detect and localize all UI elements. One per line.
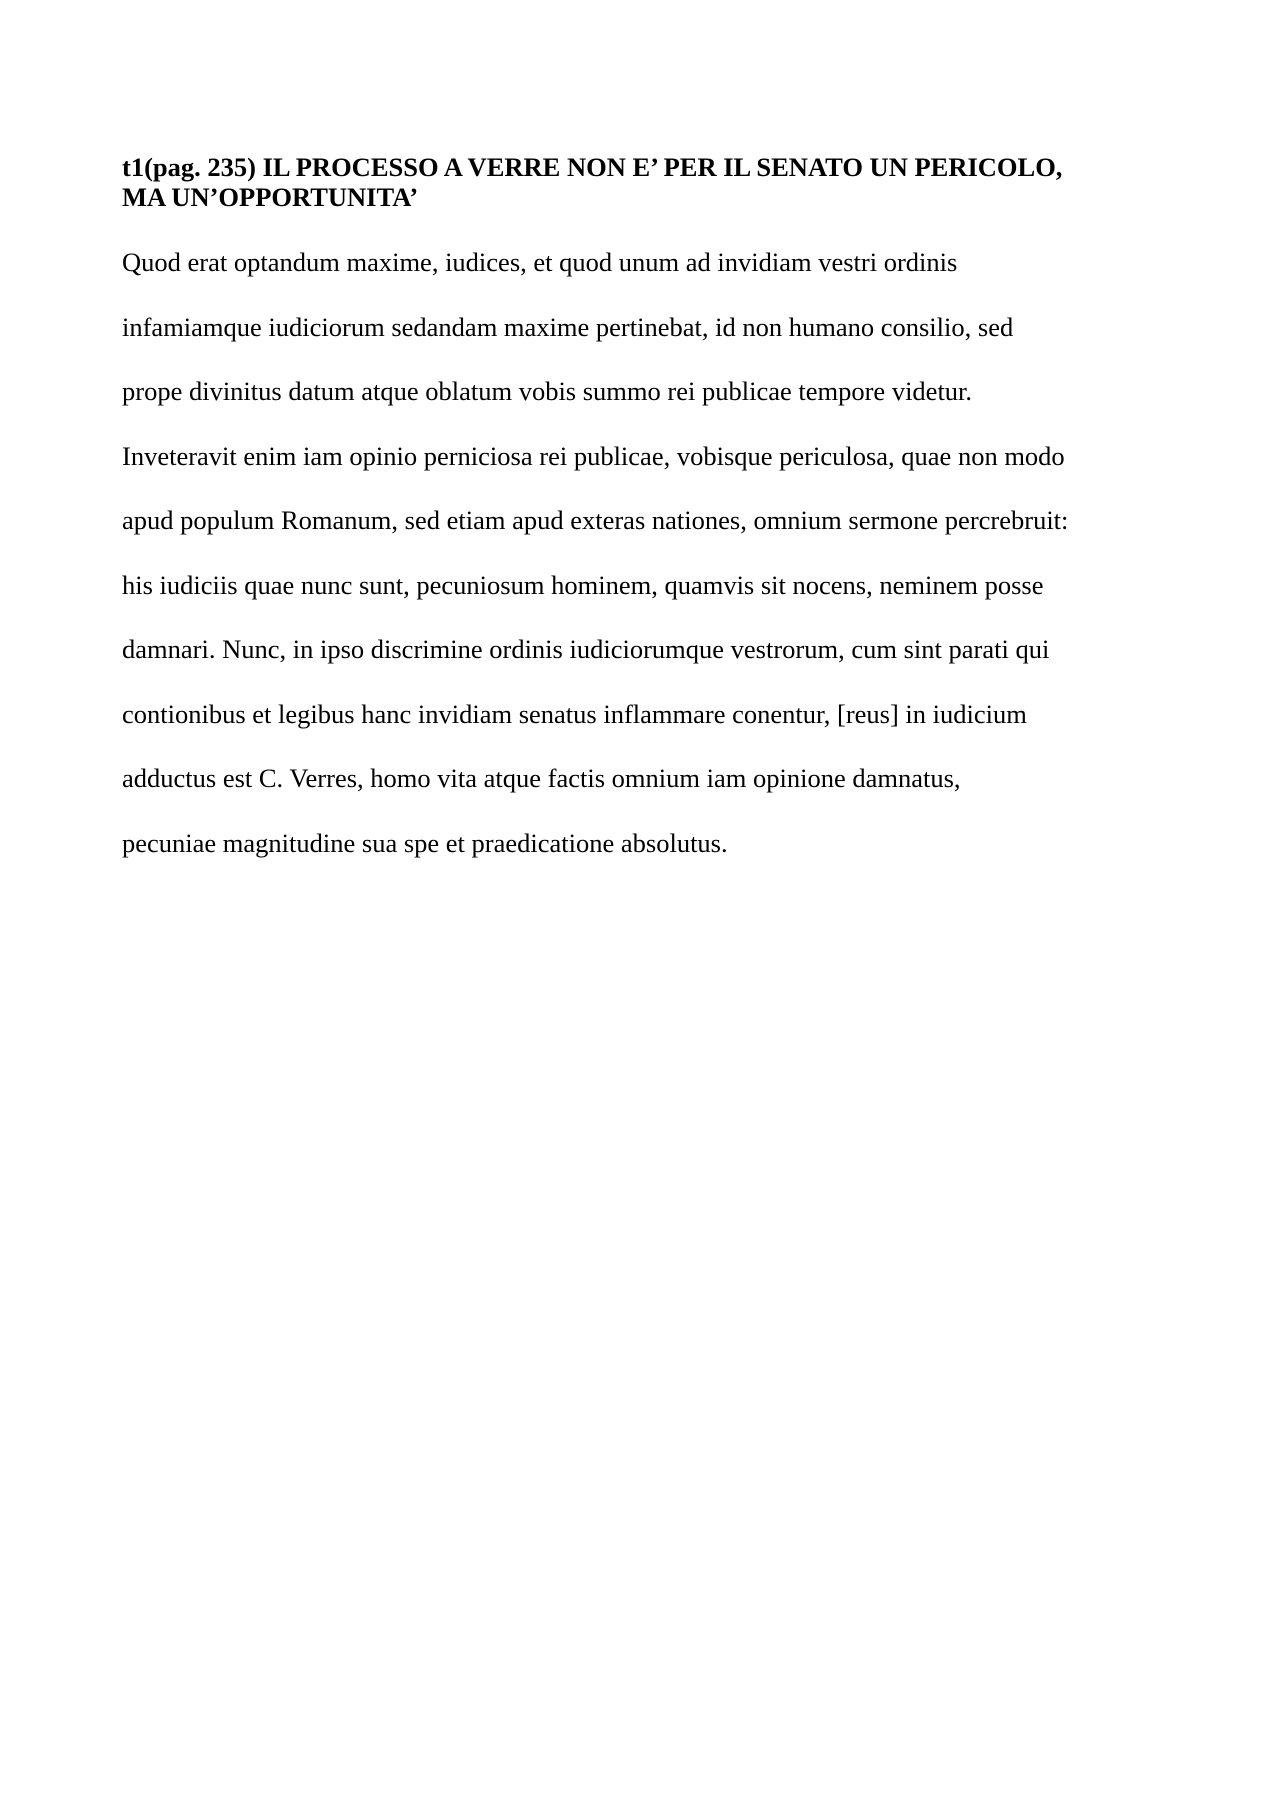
text-line: pecuniae magnitudine sua spe et praedicatione absolutus. [122,827,728,858]
text-line: Quod erat optandum maxime, iudices, et quod unum ad invidiam vestri ordinis [122,247,958,277]
text-line: contionibus et legibus hanc invidiam senatus inflammare conentur, [reus] in iudicium [122,698,1027,729]
text-line: Inveteravit enim iam opinio perniciosa rei publicae, vobisque periculosa, quae non modo [122,440,1065,471]
document-content [122,152,1162,875]
document-title [122,152,1162,212]
text-line: apud populum Romanum, sed etiam apud exteras nationes, omnium sermone percrebruit: [122,505,1069,535]
title-line: t1(pag. 235) IL PROCESSO A VERRE NON E’ PER IL SENATO UN PERICOLO, [122,152,1063,182]
text-line: his iudiciis quae nunc sunt, pecuniosum hominem, quamvis sit nocens, neminem posse [122,569,1044,600]
text-line: adductus est C. Verres, homo vita atque factis omnium iam opinione damnatus, [122,763,961,793]
body-paragraph [122,230,1162,875]
text-line: infamiamque iudiciorum sedandam maxime pertinebat, id non humano consilio, sed [122,311,1014,342]
text-line: prope divinitus datum atque oblatum vobis summo rei publicae tempore videtur. [122,376,973,406]
text-line: damnari. Nunc, in ipso discrimine ordinis iudiciorumque vestrorum, cum sint parati qui [122,634,1050,664]
title-line: MA UN’OPPORTUNITA’ [122,182,419,212]
